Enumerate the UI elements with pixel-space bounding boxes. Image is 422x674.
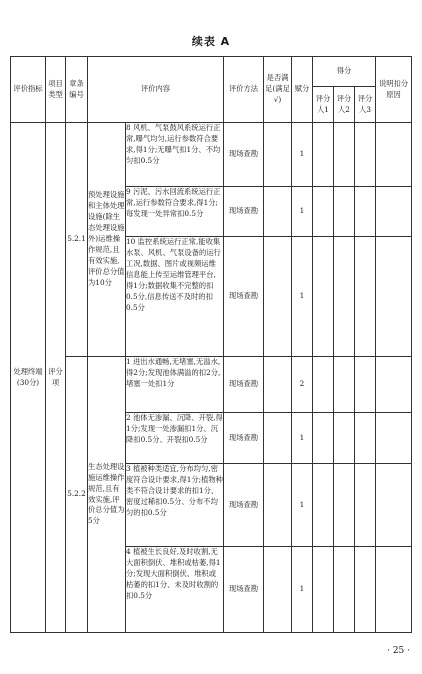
reason-cell	[376, 464, 412, 547]
method-cell: 现场查勘	[224, 413, 264, 464]
score-cell: 1	[292, 237, 313, 357]
method-cell: 现场查勘	[224, 464, 264, 547]
satisfied-cell	[264, 547, 292, 633]
header-content: 评价内容	[88, 57, 224, 123]
content-cell: 4 植被生长良好,及时收割,无大面积倒伏、堆积或枯萎,得1分;发现大面积倒伏、堆积或枯萎的扣1分、未及时收割的扣0.5分	[126, 547, 224, 633]
satisfied-cell	[264, 413, 292, 464]
rater-cell	[334, 547, 355, 633]
indicator-cell: 处理终端(30分)	[11, 123, 46, 633]
rater-cell	[376, 413, 412, 464]
rater-cell	[355, 187, 376, 237]
header-rater-1: 评分人1	[313, 87, 334, 123]
rater-cell	[313, 464, 334, 547]
reason-cell	[376, 237, 412, 357]
header-indicator: 评价指标	[11, 57, 46, 123]
satisfied-cell	[264, 357, 292, 413]
content-cell: 8 风机、气泵鼓风系统运行正常,曝气均匀,运行参数符合要求,得1分;无曝气扣1分、不均匀扣0.5分	[126, 123, 224, 187]
evaluation-table	[10, 56, 412, 633]
header-item-type: 项目类型	[46, 57, 66, 123]
header-score: 得分	[313, 57, 376, 87]
rater-cell	[355, 547, 376, 633]
group-description: 预处理设施和主体处理设施(除生态处理设施外)运维操作规范,且有效实施,评价总分值为10分	[88, 123, 126, 357]
score-cell: 1	[292, 123, 313, 187]
satisfied-cell	[264, 464, 292, 547]
content-cell: 10 监控系统运行正常,能收集水泵、风机、气泵设备的运行工况,数据、图片或视频运维信息能上传至运维管理平台,得1分;数据收集不完整的扣0.5分,信息传送不及时的扣0.5分	[126, 237, 224, 357]
rater-cell	[355, 357, 376, 413]
chapter-number: 5.2.1	[66, 123, 88, 357]
page-title: 续表 A	[191, 35, 231, 48]
rater-cell	[313, 357, 334, 413]
score-cell: 1	[292, 547, 313, 633]
header-deduction-reason: 说明扣分原因	[376, 57, 412, 123]
item-type-cell: 评分项	[46, 123, 66, 633]
header-method: 评价方法	[224, 57, 264, 123]
header-rater-2: 评分人2	[334, 87, 355, 123]
reason-cell	[376, 123, 412, 187]
method-cell: 现场查勘	[224, 123, 264, 187]
rater-cell	[334, 187, 355, 237]
method-cell: 现场查勘	[224, 357, 264, 413]
header-score-assign: 赋分	[292, 57, 313, 123]
chapter-number: 5.2.2	[66, 357, 88, 633]
rater-cell	[313, 237, 334, 357]
content-cell: 1 进出水通畅,无堵塞,无溢水,得2分;发现池体满溢的扣2分,堵塞一处扣1分	[126, 357, 224, 413]
rater-cell	[313, 123, 334, 187]
reason-cell	[376, 357, 412, 413]
rater-cell	[355, 237, 376, 357]
header-rater-3: 评分人3	[355, 87, 376, 123]
page-number: · 25 ·	[387, 646, 410, 656]
score-cell: 2	[292, 357, 313, 413]
score-cell: 1	[292, 187, 313, 237]
rater-cell	[313, 187, 334, 237]
satisfied-cell	[264, 237, 292, 357]
rater-cell	[313, 547, 334, 633]
reason-cell	[376, 187, 412, 237]
method-cell: 现场查勘	[224, 237, 264, 357]
rater-cell	[334, 464, 355, 547]
rater-cell	[313, 413, 334, 464]
content-cell: 3 植被种类适宜,分布均匀,密度符合设计要求,得1分;植物种类不符合设计要求的扣1分、密度过稀扣0.5分、分布不均匀的扣0.5分	[126, 464, 224, 547]
rater-cell	[334, 413, 355, 464]
table-row	[11, 123, 412, 187]
header-satisfied: 是否满足(满足√)	[264, 57, 292, 123]
rater-cell	[355, 464, 376, 547]
rater-cell	[334, 237, 355, 357]
group-description: 生态处理设施运维操作规范,且有效实施,评价总分值为5分	[88, 357, 126, 633]
rater-cell	[355, 123, 376, 187]
score-cell: 1	[292, 413, 313, 464]
satisfied-cell	[264, 187, 292, 237]
rater-cell	[334, 123, 355, 187]
header-chapter-no: 章条编号	[66, 57, 88, 123]
method-cell: 现场查勘	[224, 547, 264, 633]
score-cell: 1	[292, 464, 313, 547]
header-row-1	[11, 57, 412, 87]
satisfied-cell	[264, 123, 292, 187]
rater-cell	[334, 357, 355, 413]
reason-cell	[376, 547, 412, 633]
table-row	[11, 357, 412, 413]
rater-cell	[355, 413, 376, 464]
method-cell: 现场查勘	[224, 187, 264, 237]
content-cell: 9 污泥、污水回流系统运行正常,运行参数符合要求,得1分;每发现一处异常扣0.5分	[126, 187, 224, 237]
content-cell: 2 池体无渗漏、沉降、开裂,得1分;发现一处渗漏扣1分、沉降扣0.5分、开裂扣0.5分	[126, 413, 224, 464]
